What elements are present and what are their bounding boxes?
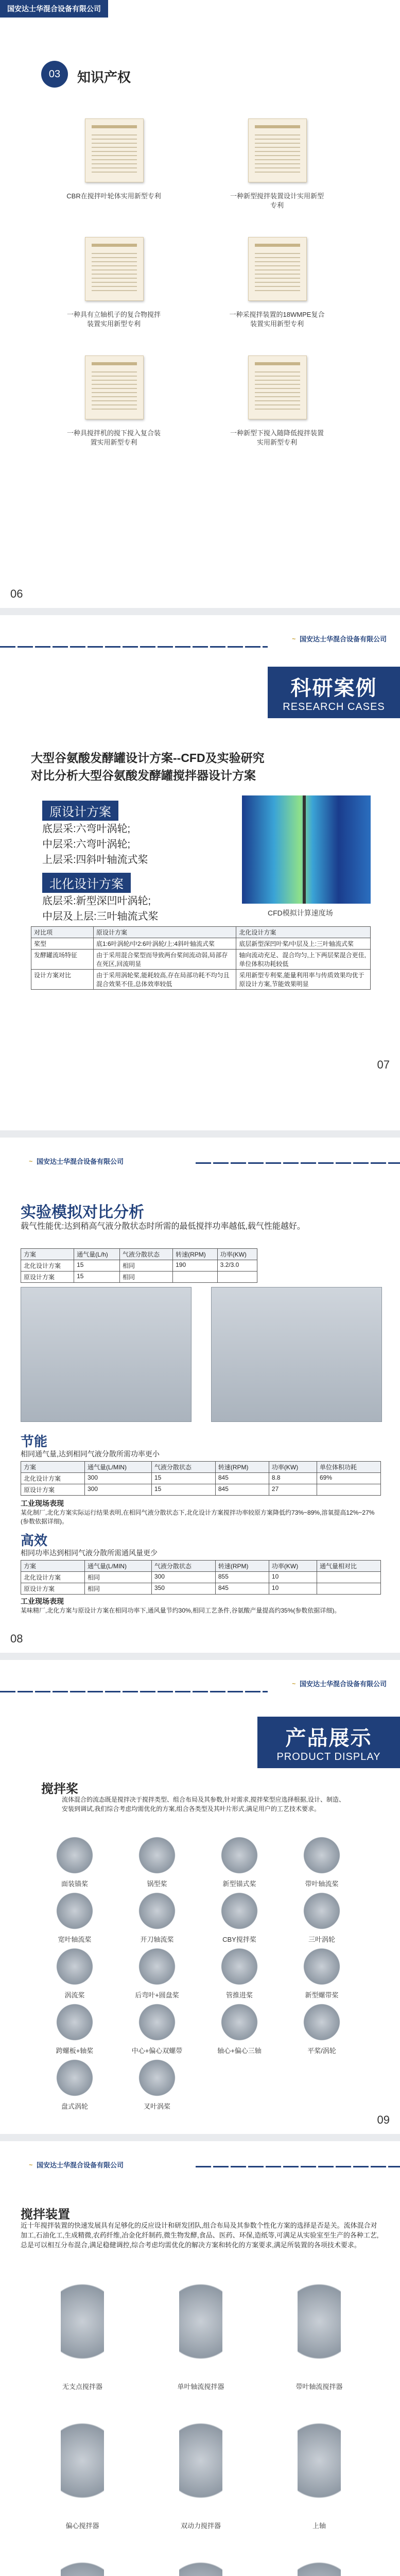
table-cell: 10 [269, 1583, 317, 1595]
company-name: 国安达士华混合设备有限公司 [299, 1680, 387, 1688]
page-10 [0, 2141, 400, 2576]
product-label: 锅型桨 [147, 1880, 167, 1888]
section-heading: 搅拌桨 [41, 1782, 78, 1796]
table-row [31, 950, 371, 970]
table-cell: 相同 [84, 1583, 151, 1595]
certificate-caption: 一种新型搅拌装置设计实用新型专利 [230, 192, 324, 209]
case-title-line: 对比分析大型谷氨酸发酵罐搅拌器设计方案 [31, 769, 256, 782]
product-item [283, 1946, 360, 1999]
product-item [26, 2404, 139, 2530]
list-item: 中层采:六弯叶涡轮; [42, 839, 131, 850]
product-image [53, 1891, 96, 1931]
table-header: 转速(RPM) [215, 1561, 269, 1572]
table-cell: 发酵罐流场特征 [31, 950, 94, 970]
table-cell: 原设计方案 [21, 1484, 85, 1496]
logo-mark-icon: ~ [29, 2161, 33, 2168]
table-cell: 由于采用涡轮桨,能耗较高,存在局部功耗不均匀且混合效果不佳,总体效率较低 [94, 970, 236, 990]
header-stripes [196, 1162, 400, 1164]
table-cell: 底1:6叶涡轮/中2:6叶涡轮/上:4斜叶轴流式桨 [94, 938, 236, 950]
efficiency-subtitle: 相同功率达到相同气液分散所需通风量更少 [21, 1549, 158, 1557]
company-header [0, 0, 108, 18]
table-cell [173, 1272, 217, 1283]
table-cell: 相同 [84, 1572, 151, 1583]
table-cell: 由于采用混合桨型而导致两台桨间流动弱,局部存在死区,回流明显 [94, 950, 236, 970]
banner-subtitle: RESEARCH CASES [283, 701, 385, 713]
product-label: 涡流桨 [64, 1991, 85, 1999]
product-item [283, 1835, 360, 1888]
section-heading: 搅拌装置 [21, 2208, 70, 2222]
list-item: 底层采:六弯叶涡轮; [42, 823, 131, 835]
product-item [201, 1835, 278, 1888]
product-image [298, 2265, 341, 2378]
page-separator [0, 1653, 400, 1660]
product-label: 跨螺板+轴桨 [56, 2047, 94, 2055]
table-header-row [31, 927, 371, 938]
product-item [36, 1835, 113, 1888]
product-item [201, 2002, 278, 2055]
certificate-image [85, 355, 144, 419]
field-performance-heading: 工业现场表现 [21, 1597, 64, 1605]
product-label: 平桨/涡轮 [307, 2047, 336, 2055]
certificate-image [248, 355, 307, 419]
table-cell: 桨型 [31, 938, 94, 950]
product-label: 带叶轴流桨 [305, 1880, 339, 1888]
table-row [21, 1572, 381, 1583]
tag-original-design: 原设计方案 [42, 801, 118, 821]
intro-text: 流体混合的流态既是搅拌决于搅拌类型、组合布局及其参数,针对需求,搅拌桨型应选择根据,设计、制造、安装到调试,我们综合考虑均需优化的方案,组合各类型及其叶片形式,满足用户的工艺技术要求。 [62, 1796, 345, 1812]
header-stripes [0, 1691, 268, 1692]
page-number: 06 [10, 587, 23, 600]
table-header: 通气量(L/MIN) [84, 1561, 151, 1572]
certificate-caption: 一种新型下搅入随降低搅拌装置实用新型专利 [230, 429, 324, 446]
page-08 [0, 1138, 400, 1653]
table-cell: 8.8 [269, 1473, 317, 1484]
table-header: 方案 [21, 1249, 74, 1260]
section-banner [257, 1717, 400, 1768]
banner-subtitle: PRODUCT DISPLAY [276, 1751, 381, 1762]
banner-title: 科研案例 [290, 677, 377, 700]
table-cell: 69% [317, 1473, 380, 1484]
product-item [283, 1891, 360, 1944]
table-header: 通气量(L/MIN) [84, 1462, 151, 1473]
table-header: 气液分散状态 [151, 1561, 215, 1572]
section-number-badge [41, 61, 68, 88]
product-image [61, 2543, 104, 2576]
certificate-caption: CBR在搅拌叶轮体实用新型专利 [66, 192, 161, 200]
logo-mark-icon: ~ [29, 1157, 33, 1165]
list-item: 底层采:新型深凹叶涡轮; [42, 895, 151, 907]
product-label: 面装锚桨 [61, 1880, 88, 1888]
cfd-simulation-image [242, 795, 371, 904]
experiment-photo [211, 1287, 382, 1422]
logo-mark-icon: ~ [291, 635, 295, 642]
table-header: 功率(KW) [269, 1462, 317, 1473]
table-row [21, 1473, 381, 1484]
field-performance-heading: 工业现场表现 [21, 1499, 64, 1507]
product-label: 宽叶轴流桨 [58, 1936, 92, 1943]
product-label: 轴心+偏心三轴 [217, 2047, 262, 2055]
product-image [53, 2002, 96, 2042]
product-item [118, 2002, 196, 2055]
product-label: 无支点搅拌器 [62, 2383, 102, 2391]
company-logo [29, 1156, 124, 1166]
table-header: 功率(KW) [217, 1249, 257, 1260]
table-cell: 15 [74, 1260, 120, 1272]
product-item [118, 1891, 196, 1944]
product-label: 开刀轴流桨 [140, 1936, 174, 1943]
table-aeration [21, 1248, 257, 1283]
table-cell [317, 1583, 380, 1595]
product-label: 盘式涡轮 [61, 2103, 88, 2110]
table-header: 单位体积功耗 [317, 1462, 380, 1473]
logo-mark-icon: ~ [291, 1680, 295, 1687]
product-label: 管推进桨 [225, 1991, 253, 1999]
certificate-caption: 一种具有立轴机子的复合物搅拌装置实用新型专利 [66, 311, 161, 328]
product-image [179, 2543, 222, 2576]
certificate-image [248, 118, 307, 182]
section-title: 知识产权 [77, 70, 131, 85]
energy-subtitle: 相同通气量,达到相同气液分散所需功率更小 [21, 1450, 160, 1458]
field-performance-note: 某化制厂,北化方案实际运行结果表明,在相同气液分散状态下,北化设计方案搅拌功率较原方案降低约73%~89%,溶氧提高12%~27%(参数依据详细)。 [21, 1509, 375, 1525]
table-row [21, 1272, 257, 1283]
product-image [135, 2058, 179, 2098]
table-cell: 北化设计方案 [21, 1260, 74, 1272]
table-cell: 设计方案对比 [31, 970, 94, 990]
product-item [118, 2058, 196, 2111]
company-logo [292, 634, 387, 643]
product-item [144, 2265, 257, 2391]
table-header: 转速(RPM) [215, 1462, 269, 1473]
table-row [31, 938, 371, 950]
tag-new-design: 北化设计方案 [42, 873, 131, 893]
table-cell: 北化设计方案 [21, 1473, 85, 1484]
page-separator [0, 608, 400, 615]
product-item [118, 1946, 196, 1999]
table-row [21, 1484, 381, 1496]
company-name: 国安达士华混合设备有限公司 [7, 5, 101, 13]
shaft [303, 795, 306, 904]
table-header: 通气量(L/h) [74, 1249, 120, 1260]
table-cell: 3.2/3.0 [217, 1260, 257, 1272]
experiment-photo [21, 1287, 192, 1422]
product-image [298, 2543, 341, 2576]
table-cell [217, 1272, 257, 1283]
product-item [201, 1946, 278, 1999]
page-07 [0, 615, 400, 1130]
product-item [263, 2404, 376, 2530]
table-cell: 北化设计方案 [21, 1572, 85, 1583]
list-item: 中层及上层:三叶轴流式桨 [42, 911, 159, 922]
certificate-image [85, 118, 144, 182]
product-image [300, 1835, 343, 1875]
cfd-caption: CFD模拟计算速度场 [268, 909, 333, 917]
table-cell: 10 [269, 1572, 317, 1583]
product-item [263, 2265, 376, 2391]
product-image [135, 1835, 179, 1875]
product-image [61, 2404, 104, 2517]
product-image [218, 1946, 261, 1987]
product-item [26, 2543, 139, 2576]
product-label: 后弯叶+圆盘桨 [135, 1991, 179, 1999]
product-image [53, 2058, 96, 2098]
table-header: 原设计方案 [94, 927, 236, 938]
table-efficiency [21, 1560, 381, 1595]
table-cell: 300 [151, 1572, 215, 1583]
header-stripes [196, 2166, 400, 2167]
product-item [36, 1891, 113, 1944]
intro-text: 载气性能优:达到稍高气液分散状态时所需的最低搅拌功率越低,载气性能越好。 [21, 1222, 305, 1231]
table-cell: 底层新型深凹叶桨/中层及上:三叶轴流式桨 [236, 938, 371, 950]
product-item [144, 2404, 257, 2530]
table-energy [21, 1461, 381, 1496]
product-label: 三叶涡轮 [308, 1936, 335, 1943]
certificate-image [248, 237, 307, 301]
product-image [53, 1946, 96, 1987]
table-cell: 855 [215, 1572, 269, 1583]
certificate-caption: 一种具搅拌机的搅下搅入复合装置实用新型专利 [66, 429, 161, 446]
section-number: 03 [48, 68, 61, 80]
table-cell: 15 [151, 1473, 215, 1484]
product-label: CBY搅拌桨 [222, 1936, 256, 1943]
table-cell: 27 [269, 1484, 317, 1496]
product-item [26, 2265, 139, 2391]
page-number: 08 [10, 1632, 23, 1645]
product-image [135, 1946, 179, 1987]
product-image [179, 2404, 222, 2517]
product-label: 中心+偏心双螺带 [131, 2047, 183, 2055]
table-header: 方案 [21, 1462, 85, 1473]
page-09 [0, 1660, 400, 2134]
company-name: 国安达士华混合设备有限公司 [37, 2161, 124, 2169]
table-cell: 原设计方案 [21, 1583, 85, 1595]
table-cell: 845 [215, 1473, 269, 1484]
product-item [118, 1835, 196, 1888]
table-cell [317, 1572, 380, 1583]
product-image [300, 2002, 343, 2042]
product-image [179, 2265, 222, 2378]
product-image [218, 1835, 261, 1875]
list-item: 上层采:四斜叶轴流式桨 [42, 854, 148, 866]
table-header: 北化设计方案 [236, 927, 371, 938]
product-image [300, 1891, 343, 1931]
table-cell: 350 [151, 1583, 215, 1595]
product-label: 带叶轴流搅拌器 [295, 2383, 343, 2391]
product-image [61, 2265, 104, 2378]
product-image [298, 2404, 341, 2517]
original-design-list [42, 821, 148, 868]
product-item [36, 1946, 113, 1999]
company-logo [292, 1679, 387, 1688]
page-number: 07 [377, 1058, 390, 1071]
page-06 [0, 0, 400, 608]
case-title-line: 大型谷氨酸发酵罐设计方案--CFD及实验研究 [31, 751, 265, 765]
section-heading-energy: 节能 [21, 1434, 48, 1449]
product-image [53, 1835, 96, 1875]
section-heading-efficiency: 高效 [21, 1533, 48, 1548]
product-label: 叉叶涡桨 [143, 2103, 170, 2110]
field-performance-note: 某味精厂,北化方案与原设计方案在相同功率下,通风量节约30%,相同工艺条件,谷氨酸产量提高约35%(参数依据详细)。 [21, 1607, 341, 1614]
table-cell: 845 [215, 1583, 269, 1595]
product-image [218, 1891, 261, 1931]
intro-text: 近十年搅拌装置的快速发展具有足够化的反应设计和研发团队,组合布局及其参数个性化方案的选择是否是关。流体混合对加工,石油化工,生成精微,农药纤维,冶金化纤制药,微生物发酵,食品、医药、环保,造纸等,可满足从实验室至生产的各种工艺,总是可以相互分布混合,满足稳健调控,综合考虑均需优化的解决方案和转化的方案要求,满足所装置的各项技术要求。 [21, 2222, 379, 2249]
table-cell: 300 [84, 1484, 151, 1496]
table-cell: 采用新型专利桨,能量利用率与传质效果均优于原设计方案,节能效果明显 [236, 970, 371, 990]
product-image [135, 1891, 179, 1931]
product-item [36, 2002, 113, 2055]
product-label: 新型锚式桨 [222, 1880, 256, 1888]
product-item [263, 2543, 376, 2576]
product-item [144, 2543, 257, 2576]
table-header: 气液分散状态 [151, 1462, 215, 1473]
certificate-image [85, 237, 144, 301]
table-row [21, 1583, 381, 1595]
product-label: 新型螺带桨 [305, 1991, 339, 1999]
table-cell: 845 [215, 1484, 269, 1496]
table-row [21, 1260, 257, 1272]
table-cell: 15 [151, 1484, 215, 1496]
table-header: 方案 [21, 1561, 85, 1572]
product-label: 双动力搅拌器 [180, 2522, 221, 2530]
table-cell: 300 [84, 1473, 151, 1484]
table-header: 转速(RPM) [173, 1249, 217, 1260]
comparison-table [31, 926, 371, 990]
table-cell: 原设计方案 [21, 1272, 74, 1283]
page-separator [0, 1130, 400, 1138]
table-row [31, 970, 371, 990]
table-header: 对比项 [31, 927, 94, 938]
table-header: 通气量相对比 [317, 1561, 380, 1572]
product-image [218, 2002, 261, 2042]
table-cell: 轴向流动充足、混合均匀,上下两层桨混合更佳,单位体积功耗较低 [236, 950, 371, 970]
company-name: 国安达士华混合设备有限公司 [299, 635, 387, 643]
product-item [201, 1891, 278, 1944]
table-cell [317, 1484, 380, 1496]
page-separator [0, 2134, 400, 2141]
page-number: 09 [377, 2113, 390, 2126]
product-label: 单叶轴流搅拌器 [177, 2383, 224, 2391]
company-logo [29, 2160, 124, 2170]
product-image [300, 1946, 343, 1987]
product-label: 偏心搅拌器 [65, 2522, 99, 2530]
table-cell: 15 [74, 1272, 120, 1283]
section-heading: 实验模拟对比分析 [21, 1204, 144, 1221]
table-header: 功率(KW) [269, 1561, 317, 1572]
certificate-caption: 一种采搅拌装置的18WMPE复合装置实用新型专利 [229, 311, 325, 328]
header-stripes [0, 646, 268, 648]
company-name: 国安达士华混合设备有限公司 [37, 1158, 124, 1165]
banner-title: 产品展示 [285, 1727, 372, 1750]
product-label: 上轴 [312, 2522, 326, 2530]
table-header: 气液分散状态 [120, 1249, 173, 1260]
section-banner [268, 667, 400, 718]
new-design-list [42, 893, 159, 924]
product-item [36, 2058, 113, 2111]
table-cell: 相同 [120, 1272, 173, 1283]
product-image [135, 2002, 179, 2042]
product-item [283, 2002, 360, 2055]
table-cell: 相同 [120, 1260, 173, 1272]
table-cell: 190 [173, 1260, 217, 1272]
case-title [31, 749, 381, 784]
